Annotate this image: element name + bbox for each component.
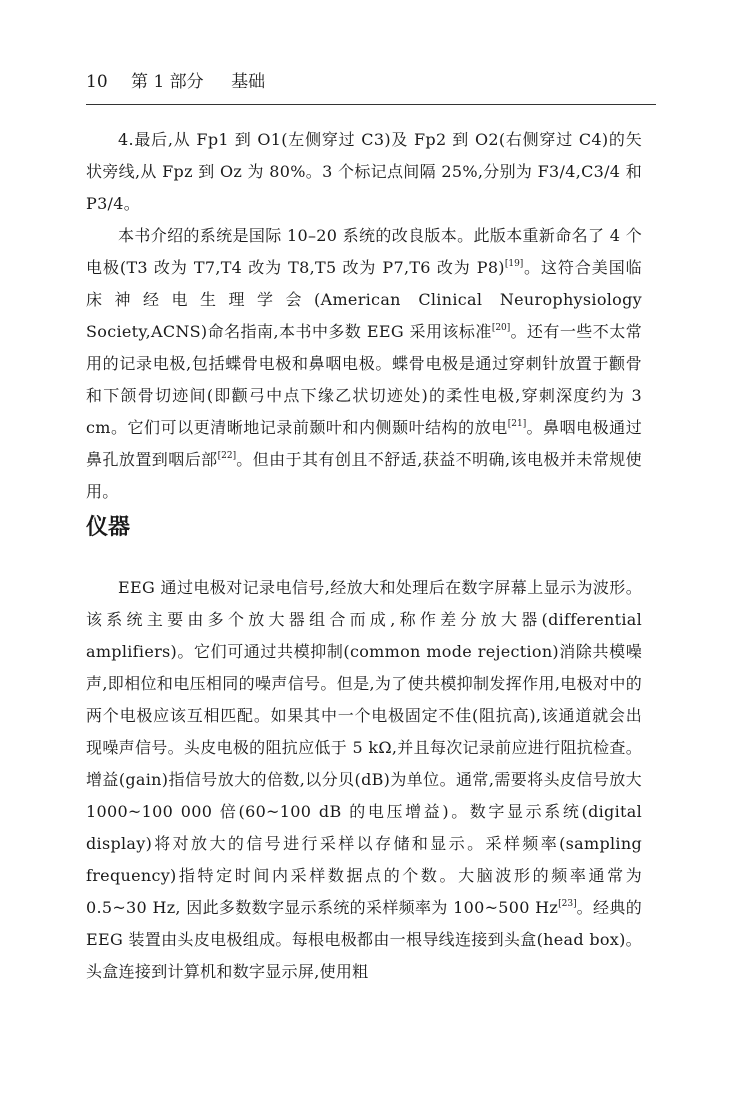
citation-ref: [19] xyxy=(504,259,524,269)
citation-ref: [23] xyxy=(558,899,577,909)
part-label: 第 1 部分 xyxy=(131,72,204,92)
paragraph-text: 4.最后,从 Fp1 到 O1(左侧穿过 C3)及 Fp2 到 O2(右侧穿过 C4)的矢状旁线,从 Fpz 到 Oz 为 80%。3 个标记点间隔 25%,分别为 F3/4,C3/4 和 P3/4。 xyxy=(86,130,642,213)
page-number: 10 xyxy=(86,72,108,92)
paragraph-text: 。鼻咽电极通过鼻孔放置到咽后部 xyxy=(86,418,642,469)
running-header xyxy=(86,70,656,94)
section-label: 基础 xyxy=(231,72,266,92)
paragraph-text: 。这符合美国临床神经电生理学会(American Clinical Neurophysiology Society,ACNS)命名指南,本书中多数 EEG 采用该标准 xyxy=(86,258,642,341)
paragraph-text: EEG 通过电极对记录电信号,经放大和处理后在数字屏幕上显示为波形。该系统主要由多个放大器组合而成,称作差分放大器(differential amplifiers)。它们可通过共模抑制(common mode rejection)消除共模噪声,即相位和电压相同的噪声信号。但是,为了使共模抑制发挥作用,电极对中的两个电极应该互相匹配。如果其中一个电极固定不佳(阻抗高),该通道就会出现噪声信号。头皮电极的阻抗应低于 5 kΩ,并且每次记录前应进行阻抗检查。增益(gain)指信号放大的倍数,以分贝(dB)为单位。通常,需要将头皮信号放大 1000~100 000 倍(60~100 dB 的电压增益)。数字显示系统(digital display)将对放大的信号进行采样以存储和显示。采样频率(sampling frequency)指特定时间内采样数据点的个数。大脑波形的频率通常为 0.5~30 Hz, 因此多数数字显示系统的采样频率为 100~500 Hz xyxy=(86,578,642,917)
paragraph-text: 。但由于其有创且不舒适,获益不明确,该电极并未常规使用。 xyxy=(86,450,642,501)
paragraph-text: 本书介绍的系统是国际 10–20 系统的改良版本。此版本重新命名了 4 个电极(T3 改为 T7,T4 改为 T8,T5 改为 P7,T6 改为 P8) xyxy=(86,226,642,277)
header-rule xyxy=(86,104,656,105)
paragraph-electrode-placement xyxy=(86,124,642,220)
citation-ref: [22] xyxy=(217,451,237,461)
paragraph-instrumentation xyxy=(86,572,642,988)
paragraph-modified-system xyxy=(86,220,642,508)
citation-ref: [20] xyxy=(491,323,511,333)
paragraph-text: 。还有一些不太常用的记录电极,包括蝶骨电极和鼻咽电极。蝶骨电极是通过穿刺针放置于颧骨和下颌骨切迹间(即颧弓中点下缘乙状切迹处)的柔性电极,穿刺深度约为 3 cm。它们可以更清晰地记录前颞叶和内侧颞叶结构的放电 xyxy=(86,322,642,437)
section-heading: 仪器 xyxy=(86,515,131,540)
citation-ref: [21] xyxy=(507,419,527,429)
paragraph-text: 。经典的 EEG 装置由头皮电极组成。每根电极都由一根导线连接到头盒(head box)。头盒连接到计算机和数字显示屏,使用粗 xyxy=(86,898,642,981)
